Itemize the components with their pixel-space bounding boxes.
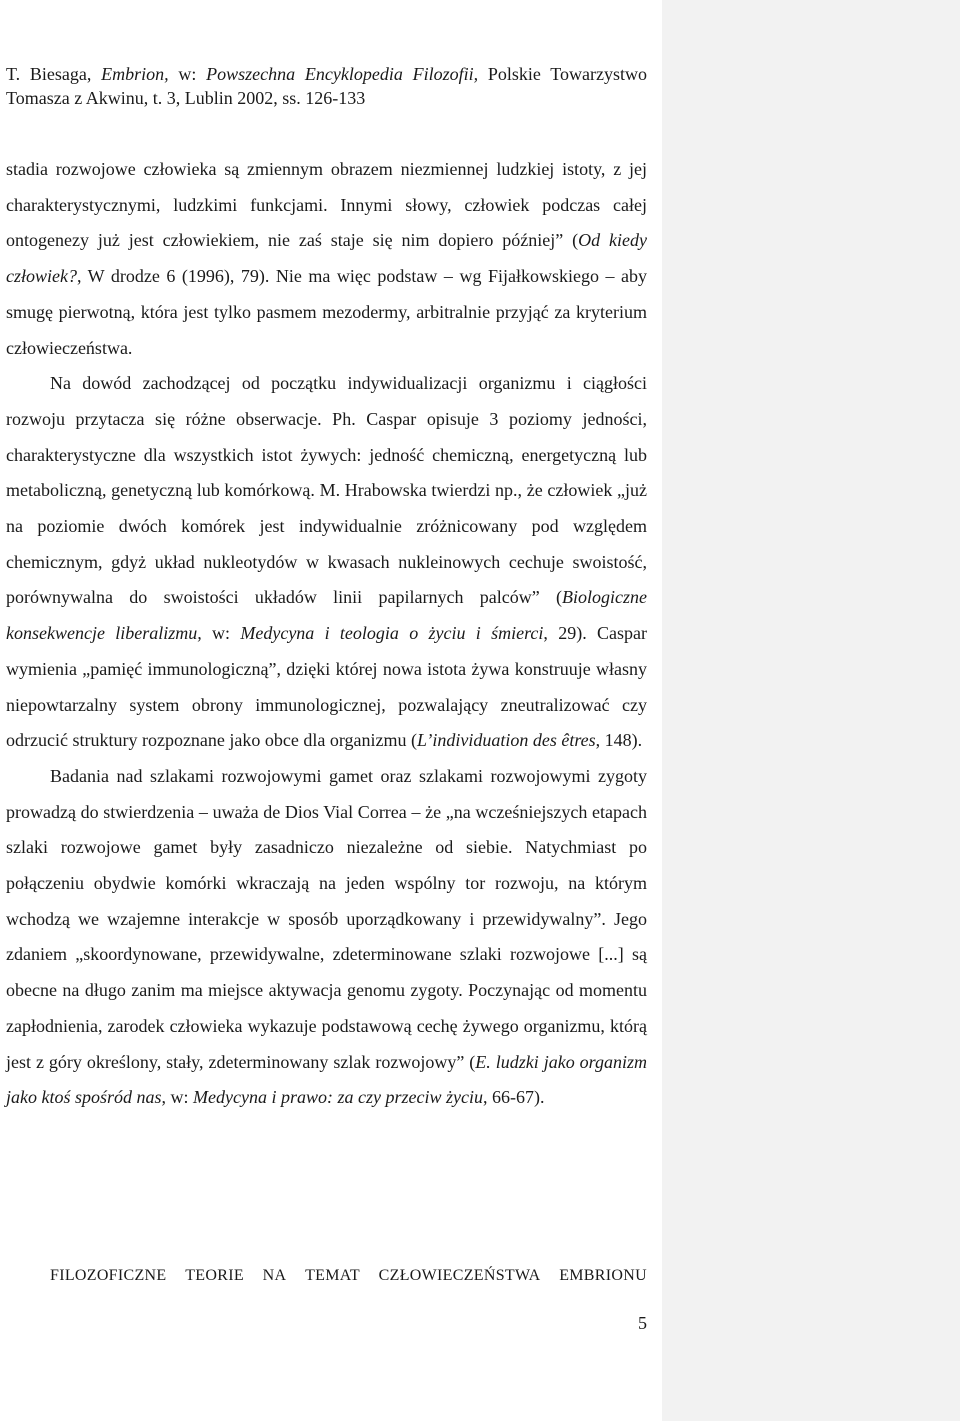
page-number: 5 — [638, 1313, 647, 1333]
citation-title: Medycyna i teologia o życiu i śmierci — [240, 623, 544, 644]
section-heading — [50, 1267, 647, 1285]
heading-word: FILOZOFICZNE — [50, 1267, 167, 1284]
citation-title: E. ludzki jako organizm jako ktoś spośród nas — [6, 1051, 648, 1108]
citation-title: L’individuation des êtres — [417, 730, 596, 751]
header-in: w: — [178, 64, 197, 84]
citation-header — [6, 62, 647, 110]
comment-margin-panel — [662, 0, 960, 1421]
paragraph-2-text: Na dowód zachodzącej od początku indywidualizacji organizmu i ciągłości rozwoju przytacza się różne obserwacje. Ph. Caspar opisuje 3 poziomy jedności, charakterystyczne dla wszystkich istot żywych: jedność chemiczną, energetyczną lub metaboliczną, genetyczną lub komórkową. M. Hrabowska twierdzi np., że człowiek „już na poziomie dwóch komórek jest indywidualnie zróżnicowany pod względem chemicznym, gdyż układ nukleotydów w kwasach nukleinowych cechuje swoistość, porównywalna do swoistości układów linii papilarnych palców” ( — [6, 373, 647, 608]
paragraph-3-text: Badania nad szlakami rozwojowymi gamet oraz szlakami rozwojowymi zygoty prowadzą do stwierdzenia – uważa de Dios Vial Correa – że „na wcześniejszych etapach szlaki rozwojowe gamet były zasadniczo niezależne od siebie. Natychmiast po połączeniu obydwie komórki wkraczają na jeden wspólny tor rozwoju, na którym wchodzą we wzajemne interakcje w sposób uporządkowany i przewidywalny”. Jego zdaniem „skoordynowane, przewidywalne, zdeterminowane szlaki rozwojowe [...] są obecne na długo zanim ma miejsce aktywacja genomu zygoty. Poczynając od momentu zapłodnienia, zarodek człowieka wykazuje podstawową cechę żywego organizmu, którą jest z góry określony, stały, zdeterminowany szlak rozwojowy” ( — [6, 765, 647, 1072]
header-author: T. Biesaga, — [6, 64, 92, 84]
heading-word: NA — [262, 1267, 287, 1284]
citation-title: Biologiczne konsekwencje liberalizmu, — [6, 587, 647, 644]
paragraph-2-text-cont: , 29). Caspar wymienia „pamięć immunologiczną”, dzięki której nowa istota żywa konstruuje własny niepowtarzalny system obrony immunologicznej, pozwalający zneutralizować czy odrzucić struktury rozpoznane jako obce dla organizmu ( — [6, 623, 647, 751]
heading-word: TEORIE — [185, 1267, 244, 1284]
paragraph-3 — [6, 759, 647, 1116]
heading-word: EMBRIONU — [559, 1267, 647, 1284]
citation-title: Od kiedy człowiek? — [6, 230, 648, 287]
heading-word: TEMAT — [305, 1267, 360, 1284]
paragraph-3-text-cont: , w: — [161, 1087, 194, 1108]
paragraph-2-text-cont: w: — [201, 623, 241, 644]
paragraph-1-text-cont: , W drodze 6 (1996), 79). Nie ma więc podstaw – wg Fijałkowskiego – aby smugę pierwotną, która jest tylko pasmem mezodermy, arbitralnie przyjąć za kryterium człowieczeństwa. — [6, 266, 647, 358]
citation-title: Medycyna i prawo: za czy przeciw życiu — [193, 1087, 483, 1108]
heading-word: CZŁOWIECZEŃSTWA — [378, 1267, 541, 1284]
paragraph-2 — [6, 366, 647, 759]
header-publisher: Polskie Towarzystwo Tomasza z Akwinu, t. 3, Lublin 2002, ss. 126-133 — [6, 64, 647, 108]
header-source: Powszechna Encyklopedia Filozofii, — [206, 64, 479, 84]
body-text — [6, 152, 647, 1116]
paragraph-3-text-end: , 66-67). — [482, 1087, 545, 1108]
paragraph-2-text-end: , 148). — [595, 730, 643, 751]
header-title: Embrion, — [101, 64, 169, 84]
paragraph-1 — [6, 152, 647, 366]
paragraph-1-text: stadia rozwojowe człowieka są zmiennym obrazem niezmiennej ludzkiej istoty, z jej charakterystycznymi, ludzkimi funkcjami. Innymi słowy, człowiek podczas całej ontogenezy już jest człowiekiem, nie zaś staje się nim dopiero później” ( — [6, 159, 647, 251]
